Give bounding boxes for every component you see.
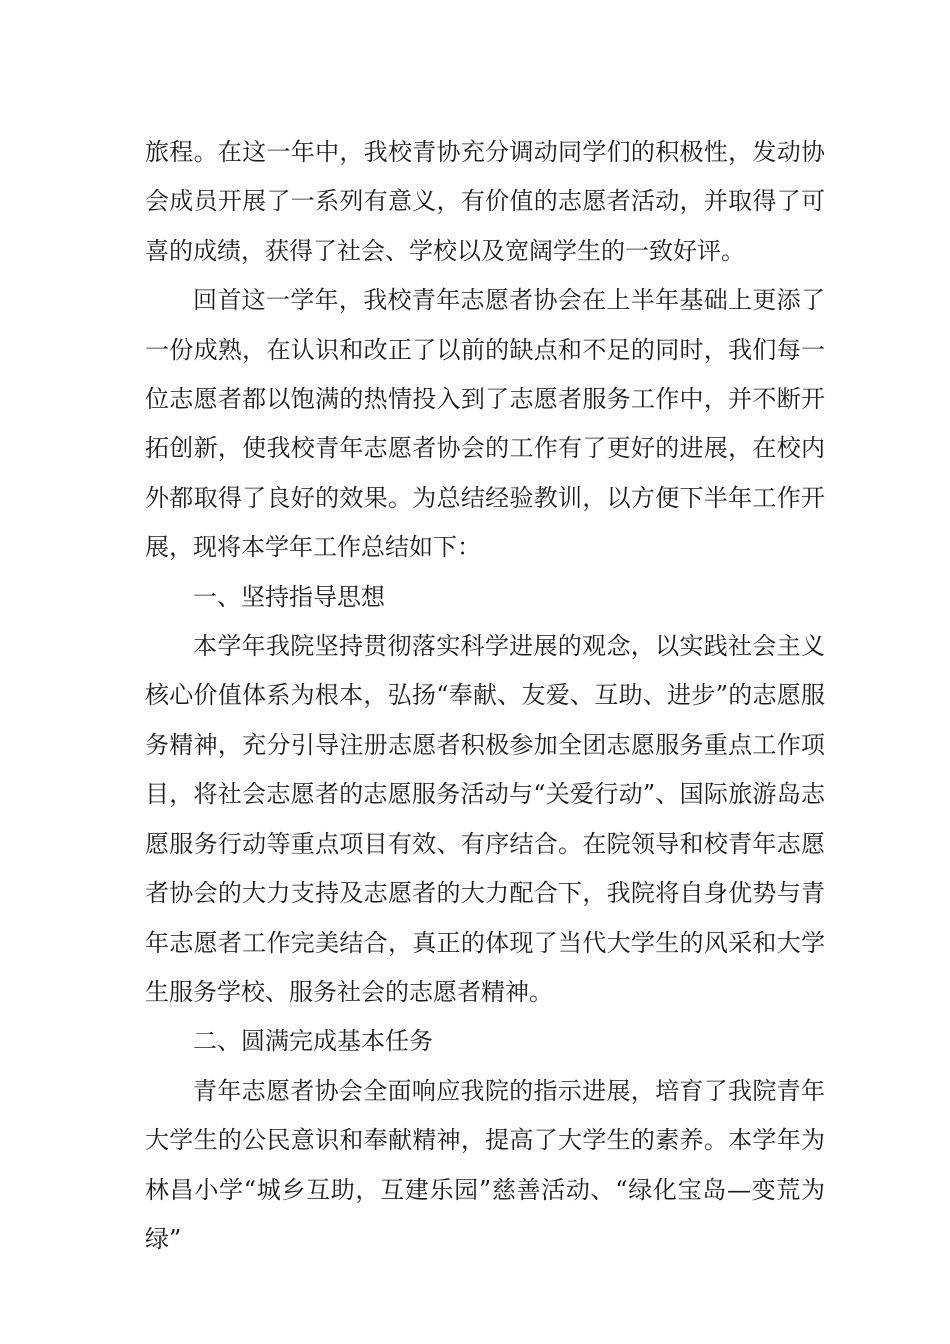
paragraph-basic-tasks: 青年志愿者协会全面响应我院的指示进展，培育了我院青年大学生的公民意识和奉献精神，提高了大学生的素养。本学年为林昌小学“城乡互助，互建乐园”慈善活动、“绿化宝岛—变荒为绿” <box>145 1076 825 1253</box>
paragraph-review: 回首这一学年，我校青年志愿者协会在上半年基础上更添了一份成熟，在认识和改正了以前的缺点和不足的同时，我们每一位志愿者都以饱满的热情投入到了志愿者服务工作中，并不断开拓创新，使我校青年志愿者协会的工作有了更好的进展，在校内外都取得了良好的效果。为总结经验教训，以方便下半年工作开展，现将本学年工作总结如下： <box>145 286 825 562</box>
section-heading-guiding-ideology: 一、坚持指导思想 <box>193 582 385 611</box>
section-heading-basic-tasks: 二、圆满完成基本任务 <box>193 1027 433 1056</box>
paragraph-guiding-ideology: 本学年我院坚持贯彻落实科学进展的观念，以实践社会主义核心价值体系为根本，弘扬“奉献、友爱、互助、进步”的志愿服务精神，充分引导注册志愿者积极参加全团志愿服务重点工作项目，将社会志愿者的志愿服务活动与“关爱行动”、国际旅游岛志愿服务行动等重点项目有效、有序结合。在院领导和校青年志愿者协会的大力支持及志愿者的大力配合下，我院将自身优势与青年志愿者工作完美结合，真正的体现了当代大学生的风采和大学生服务学校、服务社会的志愿者精神。 <box>145 632 825 1006</box>
paragraph-continuation: 旅程。在这一年中，我校青协充分调动同学们的积极性，发动协会成员开展了一系列有意义，有价值的志愿者活动，并取得了可喜的成绩，获得了社会、学校以及宽阔学生的一致好评。 <box>145 138 825 265</box>
document-body <box>145 128 825 1264</box>
